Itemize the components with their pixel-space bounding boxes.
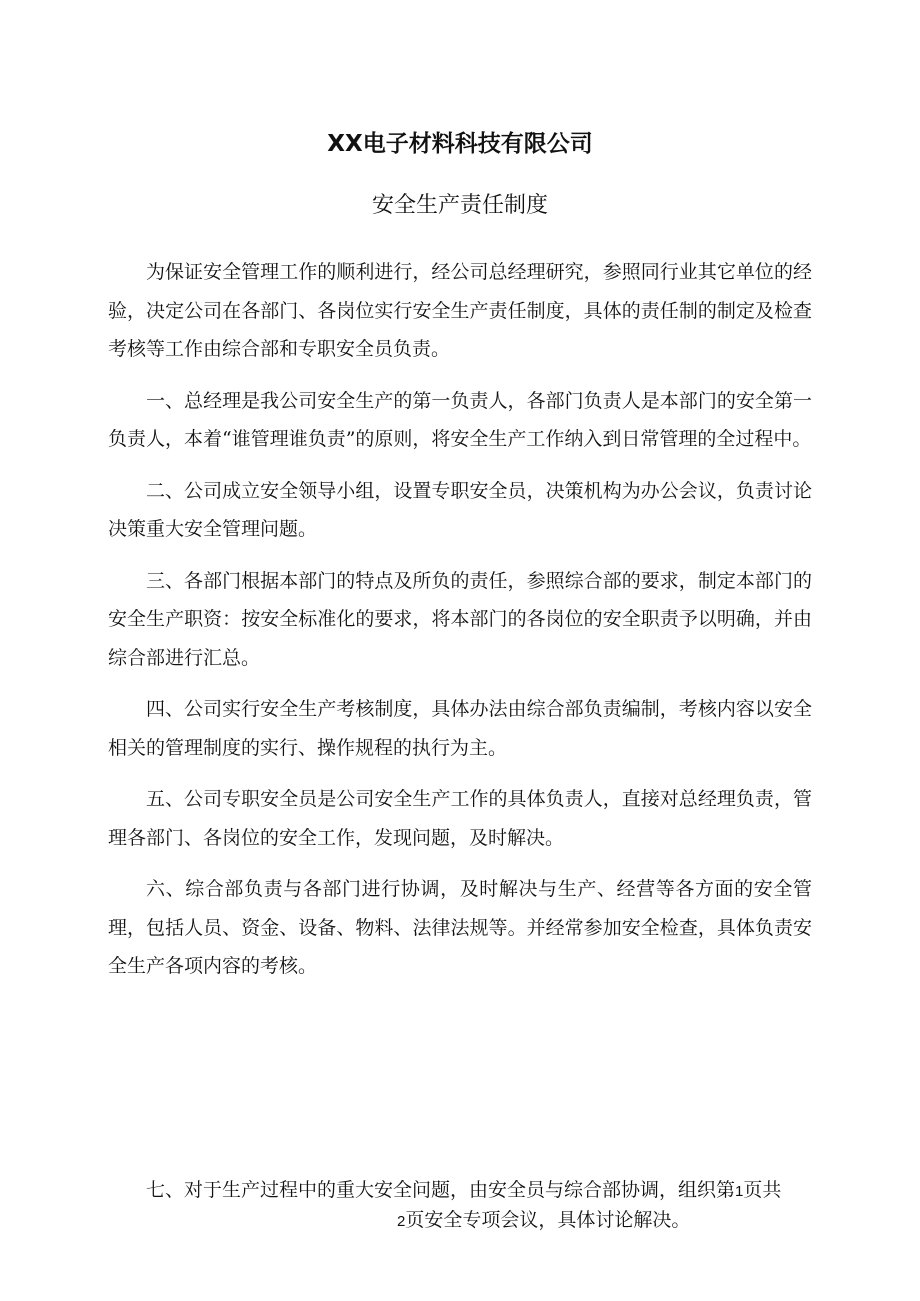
company-name: XX电子材料科技有限公司 bbox=[327, 131, 593, 157]
page-label: 页共 bbox=[743, 1179, 782, 1201]
clause-7-text-end: 页安全专项会议，具体讨论解决。 bbox=[405, 1209, 691, 1231]
clause-7-paragraph bbox=[108, 1171, 812, 1241]
clause-3-paragraph: 三、各部门根据本部门的特点及所负的责任，参照综合部的要求，制定本部门的安全生产职资：按安全标准化的要求，将本部门的各岗位的安全职责予以明确，并由综合部进行汇总。 bbox=[108, 569, 812, 669]
clause-4-paragraph: 四、公司实行安全生产考核制度，具体办法由综合部负责编制，考核内容以安全相关的管理制度的实行、操作规程的执行为主。 bbox=[108, 698, 812, 759]
document-body bbox=[108, 253, 812, 999]
intro-paragraph: 为保证安全管理工作的顺利进行，经公司总经理研究，参照同行业其它单位的经验，决定公司在各部门、各岗位实行安全生产责任制度，具体的责任制的制定及检查考核等工作由综合部和专职安全员负责。 bbox=[108, 261, 812, 360]
document-title: 安全生产责任制度 bbox=[371, 193, 548, 218]
page-total-number: 2 bbox=[397, 1213, 406, 1230]
clause-2-paragraph: 二、公司成立安全领导小组，设置专职安全员，决策机构为办公会议，负责讨论决策重大安全管理问题。 bbox=[108, 479, 812, 540]
clause-5-paragraph: 五、公司专职安全员是公司安全生产工作的具体负责人，直接对总经理负责，管理各部门、各岗位的安全工作，发现问题，及时解决。 bbox=[108, 788, 812, 849]
clause-1-paragraph: 一、总经理是我公司安全生产的第一负责人，各部门负责人是本部门的安全第一负责人，本着“谁管理谁负责”的原则，将安全生产工作纳入到日常管理的全过程中。 bbox=[108, 389, 812, 450]
clause-7-text: 七、对于生产过程中的重大安全问题，由安全员与综合部协调，组织第 bbox=[146, 1179, 736, 1201]
page-current-number: 1 bbox=[735, 1183, 744, 1200]
clause-6-paragraph: 六、综合部负责与各部门进行协调，及时解决与生产、经营等各方面的安全管理，包括人员、资金、设备、物料、法律法规等。并经常参加安全检查，具体负责安全生产各项内容的考核。 bbox=[108, 878, 812, 977]
